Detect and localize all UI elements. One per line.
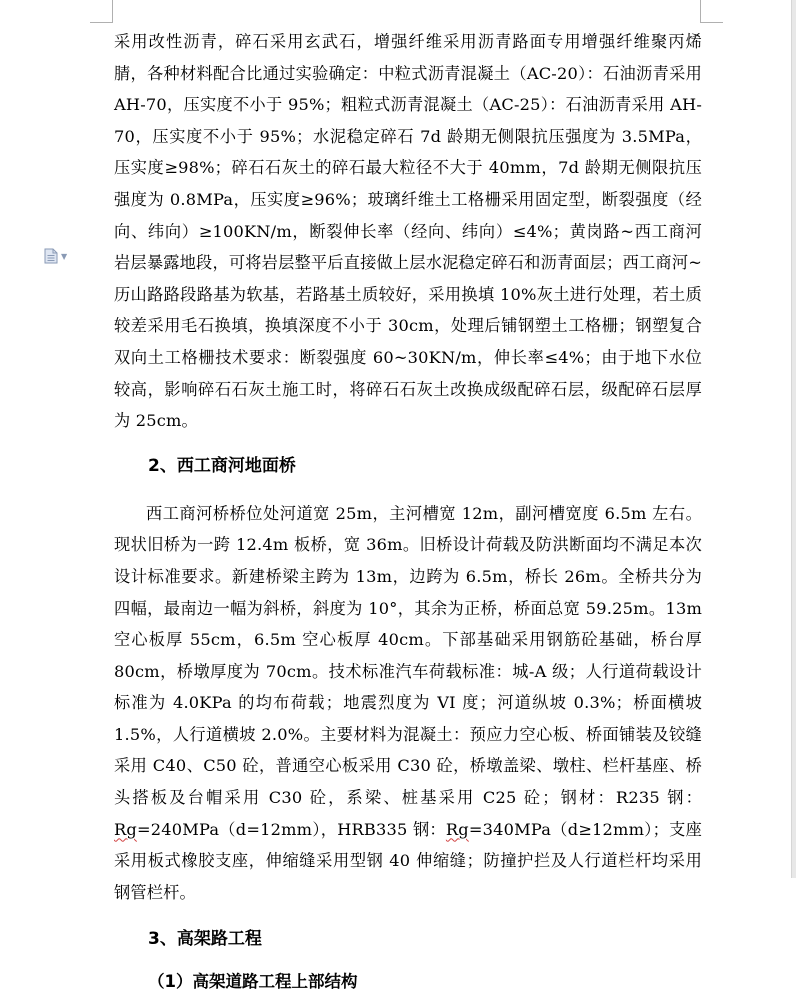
document-body (114, 26, 702, 997)
spellcheck-word-rg-1[interactable]: Rg (114, 819, 137, 839)
paragraph-materials: 采用改性沥青，碎石采用玄武石，增强纤维采用沥青路面专用增强纤维聚丙烯腈，各种材料配合比通过实验确定：中粒式沥青混凝土（AC-20）：石油沥青采用 AH-70，压实度不小于 95%；粗粒式沥青混凝土（AC-25）：石油沥青采用 AH-70，压实度不小于 95%；水泥稳定碎石 7d 龄期无侧限抗压强度为 3.5MPa，压实度≥98%；碎石石灰土的碎石最大粒径不大于 40mm，7d 龄期无侧限抗压强度为 0.8MPa，压实度≥96%；玻璃纤维土工格栅采用固定型，断裂强度（经向、纬向）≥100KN/m，断裂伸长率（经向、纬向）≤4%；黄岗路~西工商河岩层暴露地段，可将岩层整平后直接做上层水泥稳定碎石和沥青面层；西工商河~历山路路段路基为软基，若路基土质较好，采用换填 10%灰土进行处理，若土质较差采用毛石换填，换填深度不小于 30cm，处理后铺钢塑土工格栅；钢塑复合双向土工格栅技术要求：断裂强度 60~30KN/m，伸长率≤4%；由于地下水位较高，影响碎石石灰土施工时，将碎石石灰土改换成级配碎石层，级配碎石层厚为 25cm。 (114, 32, 702, 431)
page-edge-scrollbar[interactable] (791, 0, 796, 878)
dropdown-arrow-icon: ▼ (61, 251, 68, 261)
bridge-text-part-3: =340MPa（d≥12mm）；支座采用板式橡胶支座，伸缩缝采用型钢 40 伸缩缝；防撞护拦及人行道栏杆均采用钢管栏杆。 (114, 819, 702, 902)
document-icon (44, 248, 58, 264)
margin-corner-mark-right (700, 0, 723, 23)
bridge-text-part-1: 西工商河桥桥位处河道宽 25m，主河槽宽 12m，副河槽宽度 6.5m 左右。现状旧桥为一跨 12.4m 板桥，宽 36m。旧桥设计荷载及防洪断面均不满足本次设计标准要求。新建桥梁主跨为 13m，边跨为 6.5m，桥长 26m。全桥共分为四幅，最南边一幅为斜桥，斜度为 10°，其余为正桥，桥面总宽 59.25m。13m 空心板厚 55cm，6.5m 空心板厚 40cm。下部基础采用钢筋砼基础，桥台厚 80cm，桥墩厚度为 70cm。技术标准汽车荷载标准：城-A 级；人行道荷载设计标准为 4.0KPa 的均布荷载；地震烈度为 VI 度；河道纵坡 0.3%；桥面横坡 1.5%，人行道横坡 2.0%。主要材料为混凝土：预应力空心板、桥面铺装及铰缝采用 C40、C50 砼，普通空心板采用 C30 砼，桥墩盖梁、墩柱、栏杆基座、桥头搭板及台帽采用 C30 砼，系梁、桩基采用 C25 砼；钢材：R235 钢： (114, 503, 702, 808)
section-heading-elevated-road: 3、高架路工程 (148, 929, 262, 950)
bridge-text-part-2: =240MPa（d=12mm），HRB335 钢： (136, 819, 446, 839)
margin-corner-mark-left (90, 0, 113, 23)
paragraph-options-handle[interactable] (44, 248, 67, 264)
section-heading-ground-bridge: 2、西工商河地面桥 (148, 455, 296, 476)
subheading-superstructure: （1）高架道路工程上部结构 (148, 972, 358, 992)
spellcheck-word-rg-2[interactable]: Rg (445, 819, 469, 839)
paragraph-bridge (114, 498, 702, 909)
